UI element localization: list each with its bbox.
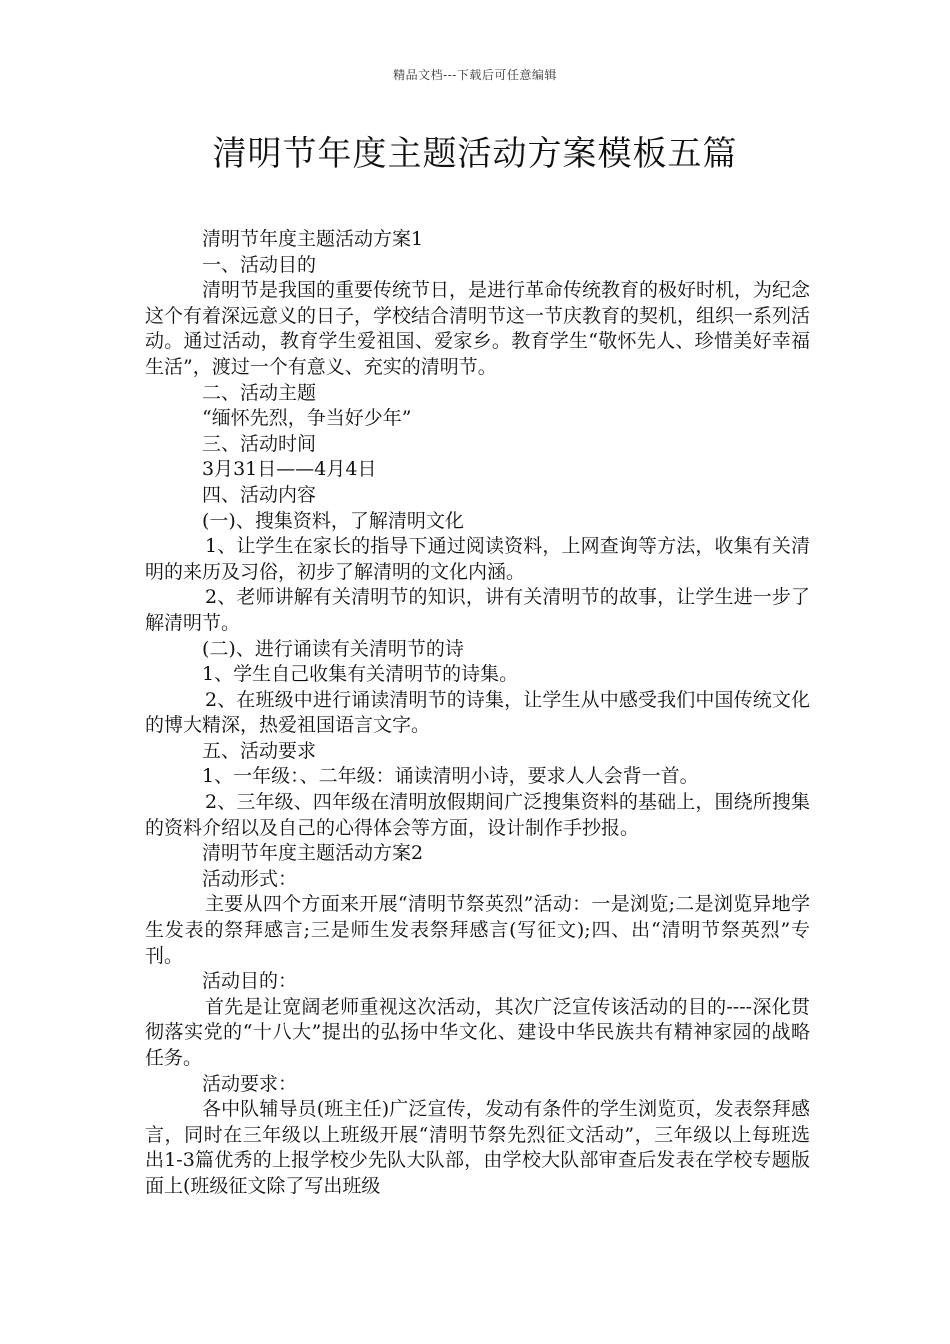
paragraph-content-item-2: 2、老师讲解有关清明节的知识，讲有关清明节的故事，让学生进一步了解清明节。 (145, 586, 810, 634)
paragraph-purpose-text: 清明节是我国的重要传统节日，是进行革命传统教育的极好时机，为纪念这个有着深远意义的日子，学校结合清明节这一节庆教育的契机，组织一系列活动。通过活动，教育学生爱祖国、爱家乡。教育学生“敬怀先人、珍惜美好幸福生活”，渡过一个有意义、充实的清明节。 (145, 279, 811, 378)
heading-activity-purpose: 一、活动目的 (202, 253, 317, 276)
paragraph-form-text: 主要从四个方面来开展“清明节祭英烈”活动：一是浏览;二是浏览异地学生发表的祭拜感言;三是师生发表祭拜感言(写征文);四、出“清明节祭英烈”专刊。 (145, 893, 810, 967)
paragraph-time-text: 3月31日——4月4日 (202, 458, 377, 481)
paragraph-content-item-1: 1、让学生在家长的指导下通过阅读资料，上网查询等方法，收集有关清明的来历及习俗，初步了解清明的文化内涵。 (145, 535, 810, 583)
page-header: 精品文档---下载后可任意编辑 (393, 68, 557, 82)
paragraph-requirement-item-1: 1、一年级：、二年级：诵读清明小诗，要求人人会背一首。 (202, 765, 699, 788)
document-body (145, 227, 810, 1200)
paragraph-requirement-item-2: 2、三年级、四年级在清明放假期间广泛搜集资料的基础上，围绕所搜集的资料介绍以及自己的心得体会等方面，设计制作手抄报。 (145, 791, 810, 839)
heading-activity-time: 三、活动时间 (202, 432, 317, 455)
section-heading-plan-2: 清明节年度主题活动方案2 (202, 842, 424, 865)
paragraph-purpose-2-text: 首先是让宽阔老师重视这次活动，其次广泛宣传该活动的目的----深化贯彻落实党的“十八大”提出的弘扬中华文化、建设中华民族共有精神家园的战略任务。 (145, 995, 810, 1069)
subheading-recite-poems: (二)、进行诵读有关清明节的诗 (202, 637, 464, 660)
paragraph-recite-item-2: 2、在班级中进行诵读清明节的诗集，让学生从中感受我们中国传统文化的博大精深，热爱祖国语言文字。 (145, 688, 810, 737)
document-title: 清明节年度主题活动方案模板五篇 (212, 134, 738, 174)
heading-activity-requirements-2: 活动要求： (202, 1072, 298, 1095)
section-heading-plan-1: 清明节年度主题活动方案1 (202, 228, 424, 250)
paragraph-theme-text: “缅怀先烈，争当好少年” (202, 407, 412, 430)
heading-activity-form: 活动形式： (202, 867, 298, 890)
paragraph-recite-item-1: 1、学生自己收集有关清明节的诗集。 (202, 663, 519, 686)
heading-activity-content: 四、活动内容 (202, 483, 317, 506)
paragraph-requirements-2-text: 各中队辅导员(班主任)广泛宣传，发动有条件的学生浏览页，发表祭拜感言，同时在三年级以上班级开展“清明节祭先烈征文活动”，三年级以上每班选出1-3篇优秀的上报学校少先队大队部，由学校大队部审查后发表在学校专题版面上(班级征文除了写出班级 (145, 1098, 810, 1197)
heading-activity-requirements: 五、活动要求 (202, 739, 317, 762)
heading-activity-theme: 二、活动主题 (202, 381, 317, 404)
heading-activity-purpose-2: 活动目的： (202, 970, 298, 993)
subheading-collect-materials: (一)、搜集资料，了解清明文化 (202, 509, 464, 532)
